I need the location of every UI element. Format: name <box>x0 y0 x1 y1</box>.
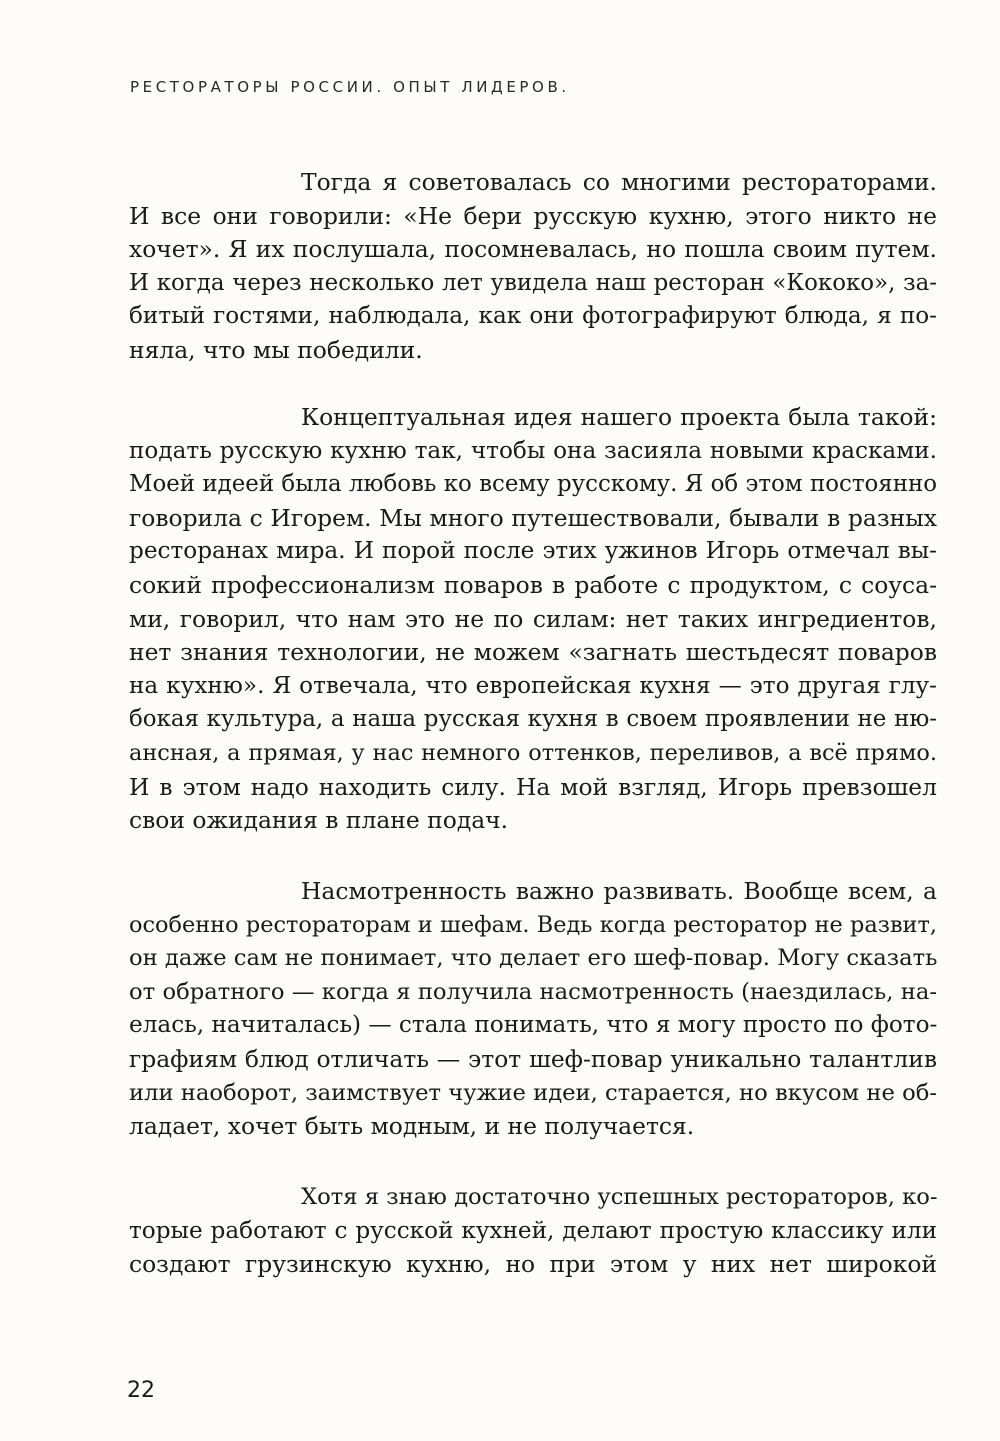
page-number: 22 <box>127 1378 155 1403</box>
text-line: графиям блюд отличать — этот шеф-повар уникально талантлив <box>129 1044 937 1073</box>
text-line: ресторанах мира. И порой после этих ужинов Игорь отмечал вы- <box>129 538 937 565</box>
paragraph-4 <box>129 1181 937 1282</box>
text-line: битый гостями, наблюдала, как они фотографируют блюда, я по- <box>129 303 937 330</box>
text-line: или наоборот, заимствует чужие идеи, старается, но вкусом не об- <box>129 1079 937 1106</box>
text-line: нет знания технологии, не можем «загнать шестьдесят поваров <box>129 638 937 667</box>
text-line: Насмотренность важно развивать. Вообще всем, а <box>301 877 937 905</box>
running-header: РЕСТОРАТОРЫ РОССИИ. ОПЫТ ЛИДЕРОВ. <box>130 78 570 96</box>
text-line: Моей идеей была любовь ко всему русскому. Я об этом постоянно <box>129 471 937 498</box>
paragraph-3 <box>129 875 937 1144</box>
text-line: бокая культура, а наша русская кухня в своем проявлении не ню- <box>129 706 937 733</box>
paragraph-2 <box>129 401 937 838</box>
text-line: торые работают с русской кухней, делают простую классику или <box>129 1217 937 1244</box>
text-line: говорила с Игорем. Мы много путешествовали, бывали в разных <box>129 503 937 532</box>
text-line: особенно рестораторам и шефам. Ведь когда ресторатор не развит, <box>129 911 937 938</box>
text-line: хочет». Я их послушала, посомневалась, но пошла своим путем. <box>129 235 937 264</box>
text-line: от обратного — когда я получила насмотренность (наездилась, на- <box>129 978 937 1005</box>
text-line: он даже сам не понимает, что делает его шеф-повар. Могу сказать <box>129 945 938 972</box>
text-line: на кухню». Я отвечала, что европейская кухня — это другая глу- <box>129 672 937 699</box>
text-line: елась, начиталась) — стала понимать, что я могу просто по фото- <box>129 1012 938 1039</box>
text-line: подать русскую кухню так, чтобы она засияла новыми красками. <box>129 437 937 464</box>
text-line: няла, что мы победили. <box>129 335 423 364</box>
text-line: ладает, хочет быть модным, и не получается. <box>129 1112 695 1141</box>
text-line: И все они говорили: «Не бери русскую кухню, этого никто не <box>129 201 937 230</box>
text-line: Концептуальная идея нашего проекта была такой: <box>301 403 937 431</box>
text-line: ансная, а прямая, у нас немного оттенков, переливов, а всё прямо. <box>129 739 937 766</box>
text-line: сокий профессионализм поваров в работе с продуктом, с соуса- <box>129 570 937 599</box>
paragraph-1 <box>129 166 937 368</box>
text-line: ми, говорил, что нам это не по силам: нет таких ингредиентов, <box>129 604 937 633</box>
text-line: Тогда я советовалась со многими рестораторами. <box>301 168 937 196</box>
text-line: И в этом надо находить силу. На мой взгляд, Игорь превзошел <box>129 772 937 801</box>
text-line: Хотя я знаю достаточно успешных рестораторов, ко- <box>301 1184 938 1210</box>
text-line: свои ожидания в плане подач. <box>129 806 509 835</box>
text-line: И когда через несколько лет увидела наш ресторан «Кококо», за- <box>129 269 937 296</box>
text-line: создают грузинскую кухню, но при этом у них нет широкой <box>129 1250 937 1279</box>
